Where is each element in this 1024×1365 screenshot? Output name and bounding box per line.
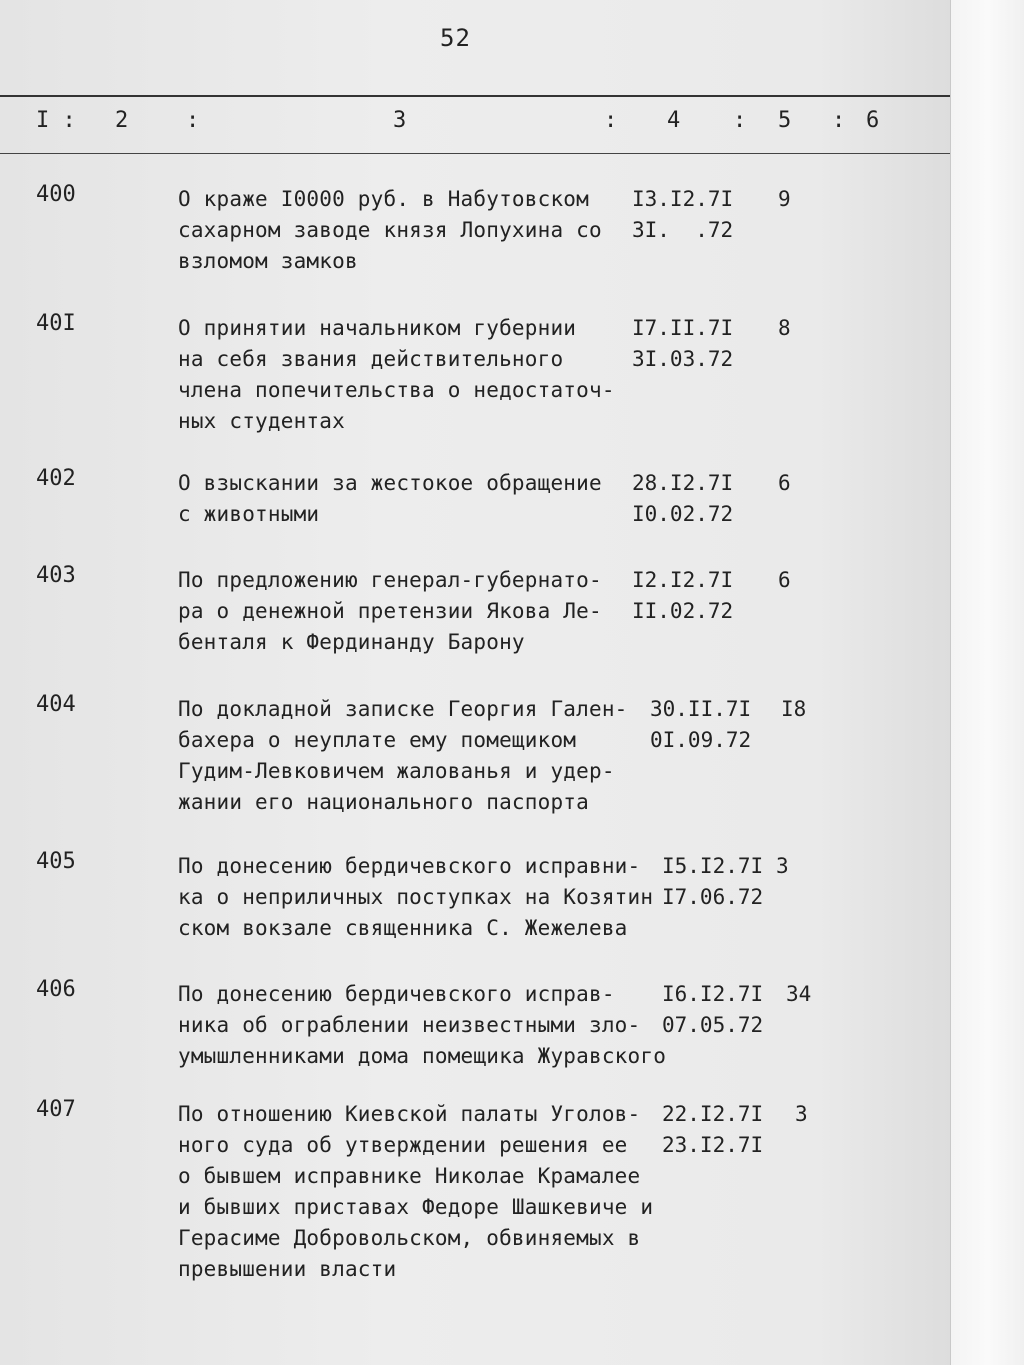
record-number: 406 bbox=[36, 977, 76, 1002]
record-title: О взыскании за жестокое обращение с животными bbox=[178, 471, 602, 526]
record-title: О принятии начальником губернии на себя звания действительного члена попечительства о недостаточ- ных студентах bbox=[178, 316, 615, 433]
record-number: 403 bbox=[36, 563, 76, 588]
next-page-edge bbox=[950, 0, 1024, 1365]
record-number: 40I bbox=[36, 311, 76, 336]
record-title: По предложению генерал-губернато- ра о денежной претензии Якова Ле- бенталя к Фердинанду Барону bbox=[178, 568, 602, 654]
record-number: 404 bbox=[36, 692, 76, 717]
column-header-2: 2 bbox=[115, 108, 129, 133]
record-dates: I3.I2.7I 3I. .72 bbox=[632, 187, 734, 242]
column-separator: : bbox=[832, 108, 846, 133]
record-dates: I2.I2.7I II.02.72 bbox=[632, 568, 734, 623]
column-separator: : bbox=[733, 108, 747, 133]
record-dates: I7.II.7I 3I.03.72 bbox=[632, 316, 734, 371]
record-sheets: 8 bbox=[778, 316, 791, 340]
column-header-6: 6 bbox=[866, 108, 880, 133]
record-sheets: I8 bbox=[781, 697, 807, 721]
record-number: 400 bbox=[36, 182, 76, 207]
record-sheets: 6 bbox=[778, 471, 791, 495]
record-dates: I5.I2.7I I7.06.72 bbox=[662, 854, 764, 909]
column-header-4: 4 bbox=[667, 108, 681, 133]
record-sheets: 9 bbox=[778, 187, 791, 211]
record-sheets: 6 bbox=[778, 568, 791, 592]
record-title: По докладной записке Георгия Гален- бахера о неуплате ему помещиком Гудим-Левковичем жалованья и удер- жании его национального паспорта bbox=[178, 697, 628, 814]
record-number: 402 bbox=[36, 466, 76, 491]
record-dates: 30.II.7I 0I.09.72 bbox=[650, 697, 752, 752]
record-title: По отношению Киевской палаты Уголов- ного суда об утверждении решения ее о бывшем исправнике Николае Крамалее и бывших приставах Федоре Шашкевиче Герасиме Добровольском, обвиняемых превышении власти bbox=[178, 1102, 641, 1281]
column-header-1: I : bbox=[36, 108, 76, 133]
record-dates: I6.I2.7I 07.05.72 bbox=[662, 982, 764, 1037]
column-separator: : bbox=[186, 108, 200, 133]
header-rule-bottom bbox=[0, 153, 950, 154]
record-title: О краже I0000 руб. в Набутовском сахарном заводе князя Лопухина со взломом замков bbox=[178, 187, 602, 273]
record-dates: 22.I2.7I 23.I2.7I bbox=[662, 1102, 764, 1157]
page-number: 52 bbox=[440, 24, 471, 52]
header-rule-top bbox=[0, 95, 950, 97]
record-title: По донесению бердичевского исправни- ка о неприличных поступках на Козятин ском вокзале священника С. Жежелева bbox=[178, 854, 654, 940]
record-sheets: 3 bbox=[776, 854, 789, 878]
column-header-3: 3 bbox=[393, 108, 407, 133]
record-number: 407 bbox=[36, 1097, 76, 1122]
record-dates: 28.I2.7I I0.02.72 bbox=[632, 471, 734, 526]
column-header-5: 5 bbox=[778, 108, 792, 133]
column-separator: : bbox=[604, 108, 618, 133]
record-sheets: 34 bbox=[786, 982, 812, 1006]
record-title: По донесению бердичевского исправ- ника об ограблении неизвестными зло- умышленниками дома помещика Журавского bbox=[178, 982, 667, 1068]
record-sheets: 3 bbox=[795, 1102, 808, 1126]
record-number: 405 bbox=[36, 849, 76, 874]
